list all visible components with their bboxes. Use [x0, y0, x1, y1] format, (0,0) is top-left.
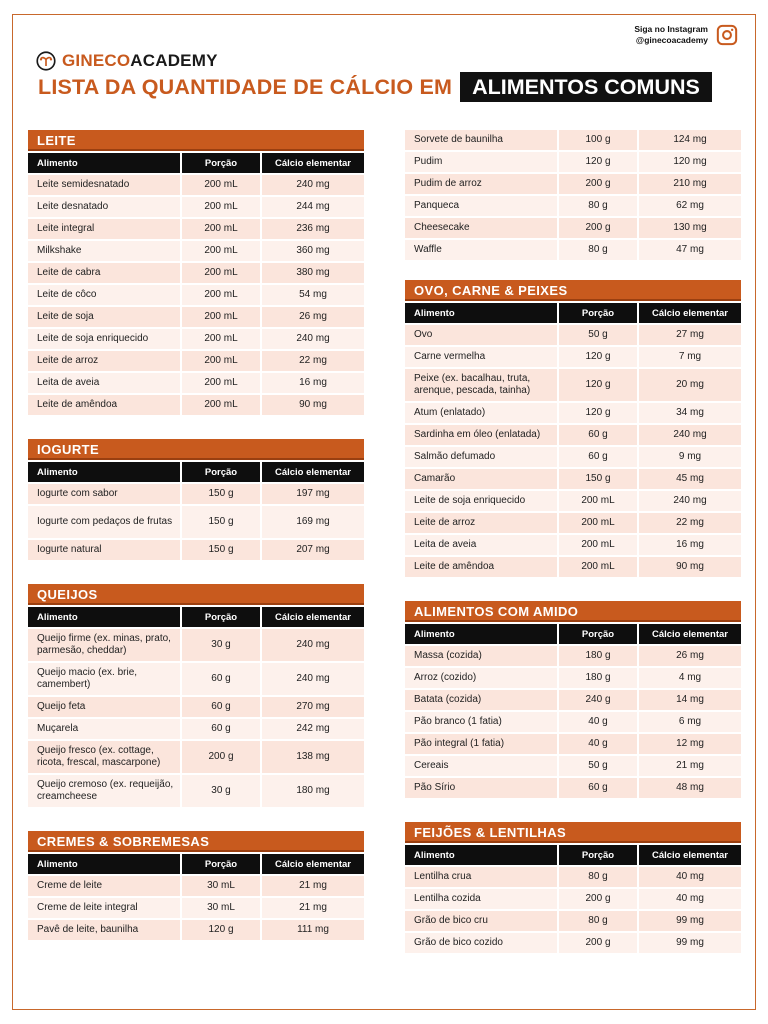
food-cell: Muçarela — [28, 719, 180, 739]
food-cell: Leite de soja enriquecido — [28, 329, 180, 349]
section-cremes — [28, 831, 364, 942]
col-header-alimento: Alimento — [28, 854, 180, 874]
food-cell: Atum (enlatado) — [405, 403, 557, 423]
spacer — [28, 809, 364, 831]
table-cremes-continued — [405, 128, 741, 262]
portion-cell: 80 g — [557, 196, 637, 216]
calcium-cell: 45 mg — [637, 469, 741, 489]
food-cell: Batata (cozida) — [405, 690, 557, 710]
food-cell: Leite semidesnatado — [28, 175, 180, 195]
table-row — [405, 889, 741, 909]
calcium-cell: 169 mg — [260, 506, 364, 538]
table-row — [405, 756, 741, 776]
col-header-calcio: Cálcio elementar — [260, 854, 364, 874]
food-cell: Lentilha cozida — [405, 889, 557, 909]
portion-cell: 240 g — [557, 690, 637, 710]
food-cell: Pavê de leite, baunilha — [28, 920, 180, 940]
table-row — [405, 152, 741, 172]
table-row — [28, 395, 364, 415]
calcium-cell: 7 mg — [637, 347, 741, 367]
table-row — [28, 197, 364, 217]
table-row — [405, 491, 741, 511]
section-feijoes — [405, 822, 741, 955]
calcium-cell: 197 mg — [260, 484, 364, 504]
calcium-cell: 34 mg — [637, 403, 741, 423]
food-cell: Queijo fresco (ex. cottage, ricota, frescal, mascarpone) — [28, 741, 180, 773]
table-row — [28, 506, 364, 538]
food-cell: Leite de arroz — [28, 351, 180, 371]
portion-cell: 200 g — [180, 741, 260, 773]
portion-cell: 180 g — [557, 646, 637, 666]
food-cell: Queijo feta — [28, 697, 180, 717]
col-header-alimento: Alimento — [405, 303, 557, 323]
calcium-cell: 138 mg — [260, 741, 364, 773]
calcium-cell: 40 mg — [637, 889, 741, 909]
portion-cell: 200 mL — [180, 307, 260, 327]
table-row — [28, 241, 364, 261]
food-cell: Ovo — [405, 325, 557, 345]
col-header-alimento: Alimento — [405, 624, 557, 644]
calcium-cell: 12 mg — [637, 734, 741, 754]
table-header-row — [405, 845, 741, 865]
calcium-cell: 47 mg — [637, 240, 741, 260]
spacer — [405, 800, 741, 822]
col-header-porcao: Porção — [180, 153, 260, 173]
section-amido — [405, 601, 741, 800]
calcium-cell: 244 mg — [260, 197, 364, 217]
food-cell: Leite de soja enriquecido — [405, 491, 557, 511]
col-header-calcio: Cálcio elementar — [637, 624, 741, 644]
food-cell: Creme de leite — [28, 876, 180, 896]
calcium-cell: 40 mg — [637, 867, 741, 887]
calcium-cell: 22 mg — [637, 513, 741, 533]
table-header-row — [28, 854, 364, 874]
food-cell: Grão de bico cozido — [405, 933, 557, 953]
food-cell: Peixe (ex. bacalhau, truta, arenque, pescada, tainha) — [405, 369, 557, 401]
portion-cell: 150 g — [180, 506, 260, 538]
section-iogurte — [28, 439, 364, 562]
food-cell: Leite de arroz — [405, 513, 557, 533]
table-row — [405, 196, 741, 216]
calcium-cell: 270 mg — [260, 697, 364, 717]
portion-cell: 200 mL — [180, 197, 260, 217]
table-row — [28, 484, 364, 504]
calcium-cell: 99 mg — [637, 933, 741, 953]
portion-cell: 150 g — [557, 469, 637, 489]
calcium-cell: 240 mg — [260, 329, 364, 349]
col-header-porcao: Porção — [180, 854, 260, 874]
table-header-row — [28, 153, 364, 173]
section-title: ALIMENTOS COM AMIDO — [405, 601, 741, 622]
food-cell: Leite de soja — [28, 307, 180, 327]
portion-cell: 50 g — [557, 325, 637, 345]
table-row — [405, 535, 741, 555]
table-iogurte — [28, 460, 364, 562]
portion-cell: 60 g — [557, 778, 637, 798]
section-ovo-carne-peixes — [405, 280, 741, 579]
calcium-cell: 242 mg — [260, 719, 364, 739]
calcium-cell: 54 mg — [260, 285, 364, 305]
food-cell: Leita de aveia — [28, 373, 180, 393]
table-feijoes — [405, 843, 741, 955]
calcium-cell: 27 mg — [637, 325, 741, 345]
food-cell: Iogurte com sabor — [28, 484, 180, 504]
portion-cell: 200 mL — [557, 491, 637, 511]
portion-cell: 120 g — [557, 347, 637, 367]
food-cell: Carne vermelha — [405, 347, 557, 367]
table-row — [28, 219, 364, 239]
food-cell: Milkshake — [28, 241, 180, 261]
table-row — [405, 447, 741, 467]
portion-cell: 30 g — [180, 629, 260, 661]
food-cell: Creme de leite integral — [28, 898, 180, 918]
table-header-row — [405, 624, 741, 644]
section-title: OVO, CARNE & PEIXES — [405, 280, 741, 301]
table-header-row — [28, 607, 364, 627]
calcium-cell: 380 mg — [260, 263, 364, 283]
portion-cell: 200 mL — [557, 557, 637, 577]
food-cell: Sorvete de baunilha — [405, 130, 557, 150]
table-queijos — [28, 605, 364, 809]
portion-cell: 120 g — [557, 152, 637, 172]
table-row — [405, 933, 741, 953]
portion-cell: 200 mL — [557, 513, 637, 533]
portion-cell: 60 g — [180, 697, 260, 717]
food-cell: Leite de amêndoa — [405, 557, 557, 577]
section-title: QUEIJOS — [28, 584, 364, 605]
col-header-calcio: Cálcio elementar — [637, 845, 741, 865]
food-cell: Pudim — [405, 152, 557, 172]
food-cell: Grão de bico cru — [405, 911, 557, 931]
table-row — [405, 513, 741, 533]
portion-cell: 200 mL — [557, 535, 637, 555]
portion-cell: 200 mL — [180, 175, 260, 195]
page-title — [38, 72, 712, 102]
table-row — [405, 347, 741, 367]
calcium-cell: 130 mg — [637, 218, 741, 238]
table-row — [405, 712, 741, 732]
col-header-porcao: Porção — [557, 303, 637, 323]
logo-part-1: GINECO — [62, 51, 131, 70]
instagram-handle: @ginecoacademy — [635, 35, 708, 45]
food-cell: Camarão — [405, 469, 557, 489]
calcium-cell: 240 mg — [637, 425, 741, 445]
table-row — [405, 369, 741, 401]
calcium-cell: 26 mg — [637, 646, 741, 666]
calcium-cell: 240 mg — [260, 175, 364, 195]
table-row — [28, 307, 364, 327]
calcium-cell: 9 mg — [637, 447, 741, 467]
portion-cell: 200 g — [557, 933, 637, 953]
section-title: IOGURTE — [28, 439, 364, 460]
food-cell: Pão branco (1 fatia) — [405, 712, 557, 732]
food-cell: Pão integral (1 fatia) — [405, 734, 557, 754]
calcium-cell: 240 mg — [260, 629, 364, 661]
table-row — [28, 697, 364, 717]
food-cell: Queijo firme (ex. minas, prato, parmesão, cheddar) — [28, 629, 180, 661]
calcium-cell: 111 mg — [260, 920, 364, 940]
food-cell: Pudim de arroz — [405, 174, 557, 194]
col-header-alimento: Alimento — [405, 845, 557, 865]
calcium-cell: 6 mg — [637, 712, 741, 732]
portion-cell: 200 mL — [180, 373, 260, 393]
food-cell: Queijo macio (ex. brie, camembert) — [28, 663, 180, 695]
title-orange: LISTA DA QUANTIDADE DE CÁLCIO EM — [38, 74, 453, 99]
food-cell: Leite integral — [28, 219, 180, 239]
table-row — [405, 690, 741, 710]
food-cell: Cereais — [405, 756, 557, 776]
table-row — [28, 373, 364, 393]
portion-cell: 40 g — [557, 712, 637, 732]
instagram-line-1: Siga no Instagram — [634, 24, 708, 34]
portion-cell: 200 mL — [180, 263, 260, 283]
calcium-cell: 207 mg — [260, 540, 364, 560]
table-amido — [405, 622, 741, 800]
portion-cell: 200 mL — [180, 241, 260, 261]
calcium-cell: 240 mg — [260, 663, 364, 695]
food-cell: Salmão defumado — [405, 447, 557, 467]
portion-cell: 200 mL — [180, 395, 260, 415]
logo-part-2: ACADEMY — [130, 51, 218, 70]
table-row — [405, 734, 741, 754]
portion-cell: 60 g — [180, 663, 260, 695]
table-row — [405, 130, 741, 150]
portion-cell: 100 g — [557, 130, 637, 150]
table-leite — [28, 151, 364, 417]
table-cremes — [28, 852, 364, 942]
portion-cell: 80 g — [557, 867, 637, 887]
col-header-porcao: Porção — [557, 845, 637, 865]
table-row — [28, 329, 364, 349]
spacer — [405, 579, 741, 601]
table-row — [405, 325, 741, 345]
food-cell: Leite de côco — [28, 285, 180, 305]
portion-cell: 150 g — [180, 540, 260, 560]
table-row — [405, 778, 741, 798]
table-ovo — [405, 301, 741, 579]
table-row — [405, 218, 741, 238]
title-highlight: ALIMENTOS COMUNS — [460, 72, 712, 102]
col-header-alimento: Alimento — [28, 153, 180, 173]
calcium-cell: 210 mg — [637, 174, 741, 194]
table-row — [405, 469, 741, 489]
portion-cell: 200 g — [557, 174, 637, 194]
col-header-alimento: Alimento — [28, 462, 180, 482]
table-row — [405, 646, 741, 666]
table-header-row — [28, 462, 364, 482]
portion-cell: 60 g — [557, 425, 637, 445]
calcium-cell: 16 mg — [260, 373, 364, 393]
table-row — [405, 911, 741, 931]
right-column — [405, 128, 741, 955]
calcium-cell: 22 mg — [260, 351, 364, 371]
table-row — [405, 174, 741, 194]
calcium-cell: 240 mg — [637, 491, 741, 511]
food-cell: Iogurte com pedaços de frutas — [28, 506, 180, 538]
calcium-cell: 21 mg — [637, 756, 741, 776]
table-row — [405, 240, 741, 260]
portion-cell: 120 g — [180, 920, 260, 940]
food-cell: Leita de aveia — [405, 535, 557, 555]
calcium-cell: 90 mg — [637, 557, 741, 577]
portion-cell: 30 mL — [180, 876, 260, 896]
table-row — [28, 263, 364, 283]
table-row — [28, 351, 364, 371]
table-row — [28, 920, 364, 940]
portion-cell: 40 g — [557, 734, 637, 754]
calcium-cell: 26 mg — [260, 307, 364, 327]
table-row — [405, 557, 741, 577]
portion-cell: 60 g — [180, 719, 260, 739]
portion-cell: 60 g — [557, 447, 637, 467]
food-cell: Lentilha crua — [405, 867, 557, 887]
instagram-icon — [716, 24, 738, 46]
food-cell: Pão Sírio — [405, 778, 557, 798]
col-header-calcio: Cálcio elementar — [637, 303, 741, 323]
food-cell: Queijo cremoso (ex. requeijão, creamcheese — [28, 775, 180, 807]
calcium-cell: 99 mg — [637, 911, 741, 931]
instagram-callout[interactable] — [634, 24, 738, 46]
table-row — [405, 425, 741, 445]
calcium-cell: 21 mg — [260, 876, 364, 896]
instagram-text — [634, 24, 708, 46]
table-row — [405, 867, 741, 887]
col-header-calcio: Cálcio elementar — [260, 153, 364, 173]
food-cell: Arroz (cozido) — [405, 668, 557, 688]
portion-cell: 80 g — [557, 911, 637, 931]
portion-cell: 30 g — [180, 775, 260, 807]
food-cell: Leite de cabra — [28, 263, 180, 283]
portion-cell: 120 g — [557, 369, 637, 401]
table-row — [405, 668, 741, 688]
spacer — [28, 562, 364, 584]
food-cell: Sardinha em óleo (enlatada) — [405, 425, 557, 445]
col-header-calcio: Cálcio elementar — [260, 462, 364, 482]
spacer — [28, 417, 364, 439]
section-title: CREMES & SOBREMESAS — [28, 831, 364, 852]
food-cell: Waffle — [405, 240, 557, 260]
table-row — [28, 629, 364, 661]
portion-cell: 120 g — [557, 403, 637, 423]
section-title: FEIJÕES & LENTILHAS — [405, 822, 741, 843]
portion-cell: 200 mL — [180, 351, 260, 371]
calcium-cell: 62 mg — [637, 196, 741, 216]
food-cell: Panqueca — [405, 196, 557, 216]
calcium-cell: 360 mg — [260, 241, 364, 261]
table-row — [28, 719, 364, 739]
calcium-cell: 20 mg — [637, 369, 741, 401]
brand-logo — [36, 51, 218, 71]
calcium-cell: 180 mg — [260, 775, 364, 807]
section-queijos — [28, 584, 364, 809]
portion-cell: 180 g — [557, 668, 637, 688]
calcium-cell: 120 mg — [637, 152, 741, 172]
table-row — [28, 775, 364, 807]
portion-cell: 30 mL — [180, 898, 260, 918]
portion-cell: 200 mL — [180, 219, 260, 239]
portion-cell: 200 g — [557, 218, 637, 238]
calcium-cell: 124 mg — [637, 130, 741, 150]
table-row — [28, 741, 364, 773]
col-header-porcao: Porção — [180, 462, 260, 482]
table-header-row — [405, 303, 741, 323]
uterus-logo-icon — [36, 51, 56, 71]
col-header-alimento: Alimento — [28, 607, 180, 627]
section-cremes-continued — [405, 128, 741, 262]
portion-cell: 80 g — [557, 240, 637, 260]
food-cell: Iogurte natural — [28, 540, 180, 560]
col-header-porcao: Porção — [557, 624, 637, 644]
section-title: LEITE — [28, 130, 364, 151]
logo-wordmark — [62, 51, 218, 71]
table-row — [28, 540, 364, 560]
col-header-calcio: Cálcio elementar — [260, 607, 364, 627]
portion-cell: 150 g — [180, 484, 260, 504]
table-row — [28, 663, 364, 695]
portion-cell: 50 g — [557, 756, 637, 776]
calcium-cell: 16 mg — [637, 535, 741, 555]
food-cell: Leite desnatado — [28, 197, 180, 217]
table-row — [28, 898, 364, 918]
table-row — [28, 285, 364, 305]
section-leite — [28, 130, 364, 417]
food-cell: Leite de amêndoa — [28, 395, 180, 415]
calcium-cell: 90 mg — [260, 395, 364, 415]
calcium-cell: 21 mg — [260, 898, 364, 918]
portion-cell: 200 mL — [180, 329, 260, 349]
spacer — [405, 262, 741, 280]
left-column — [28, 130, 364, 942]
food-cell: Massa (cozida) — [405, 646, 557, 666]
table-row — [28, 876, 364, 896]
calcium-cell: 236 mg — [260, 219, 364, 239]
table-row — [405, 403, 741, 423]
col-header-porcao: Porção — [180, 607, 260, 627]
portion-cell: 200 mL — [180, 285, 260, 305]
table-row — [28, 175, 364, 195]
calcium-cell: 4 mg — [637, 668, 741, 688]
portion-cell: 200 g — [557, 889, 637, 909]
calcium-cell: 14 mg — [637, 690, 741, 710]
calcium-cell: 48 mg — [637, 778, 741, 798]
food-cell: Cheesecake — [405, 218, 557, 238]
